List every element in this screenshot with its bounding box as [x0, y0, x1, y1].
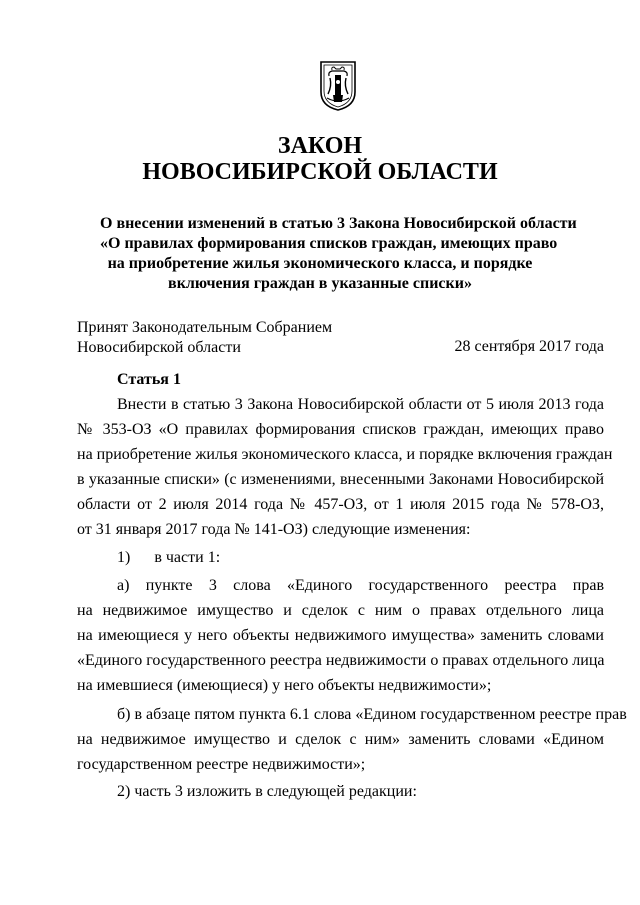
subject-line: на приобретение жилья экономического класса, и порядке: [107, 255, 533, 272]
coat-of-arms-icon: [318, 58, 358, 112]
text-line: 2) часть 3 изложить в следующей редакции:: [117, 783, 417, 800]
text-line: от 31 января 2017 года № 141-ОЗ) следующие изменения:: [77, 521, 471, 538]
text-line: «Единого государственного реестра недвижимости о правах отдельного лица: [77, 652, 605, 669]
text-line: на недвижимое имущество и сделок с ним о правах отдельного лица: [77, 602, 604, 619]
text-line: № 353-ОЗ «О правилах формирования списков граждан, имеющих право: [77, 421, 604, 438]
text-line: на имеющиеся у него объекты недвижимого имущества» заменить словами: [77, 627, 604, 644]
law-subject-heading: [100, 214, 577, 294]
paragraph: [77, 782, 604, 807]
text-line: б) в абзаце пятом пункта 6.1 слова «Едином государственном реестре прав: [117, 706, 627, 723]
text-line: на имевшиеся (имеющиеся) у него объекты недвижимости»;: [77, 677, 492, 694]
paragraph: [77, 395, 613, 545]
adoption-line: Принят Законодательным Собранием: [77, 319, 333, 336]
paragraph: [77, 705, 627, 780]
text-line: на приобретение жилья экономического класса, и порядке включения граждан: [77, 446, 613, 463]
subject-line: О внесении изменений в статью 3 Закона Новосибирской области: [100, 215, 577, 232]
text-line: а) пункте 3 слова «Единого государственного реестра прав: [117, 577, 604, 594]
adoption-body: [77, 318, 332, 358]
paragraph: [77, 548, 604, 573]
text-line: в указанные списки» (с изменениями, внесенными Законами Новосибирской: [77, 471, 604, 488]
subject-line: включения граждан в указанные списки»: [168, 275, 472, 292]
law-region-title: НОВОСИБИРСКОЙ ОБЛАСТИ: [142, 159, 498, 185]
text-line: 1) в части 1:: [117, 549, 221, 566]
adoption-line: Новосибирской области: [77, 339, 241, 356]
text-line: области от 2 июля 2014 года № 457-ОЗ, от 1 июля 2015 года № 578-ОЗ,: [77, 496, 604, 513]
text-line: Внести в статью 3 Закона Новосибирской области от 5 июля 2013 года: [117, 396, 604, 413]
text-line: на недвижимое имущество и сделок с ним» заменить словами «Едином: [77, 731, 604, 748]
text-line: государственном реестре недвижимости»;: [77, 756, 366, 773]
article-heading: Статья 1: [117, 371, 181, 388]
subject-line: «О правилах формирования списков граждан, имеющих право: [100, 235, 558, 252]
adoption-date: 28 сентября 2017 года: [454, 338, 604, 355]
law-title: ЗАКОН: [277, 133, 363, 159]
paragraph: [77, 576, 604, 701]
